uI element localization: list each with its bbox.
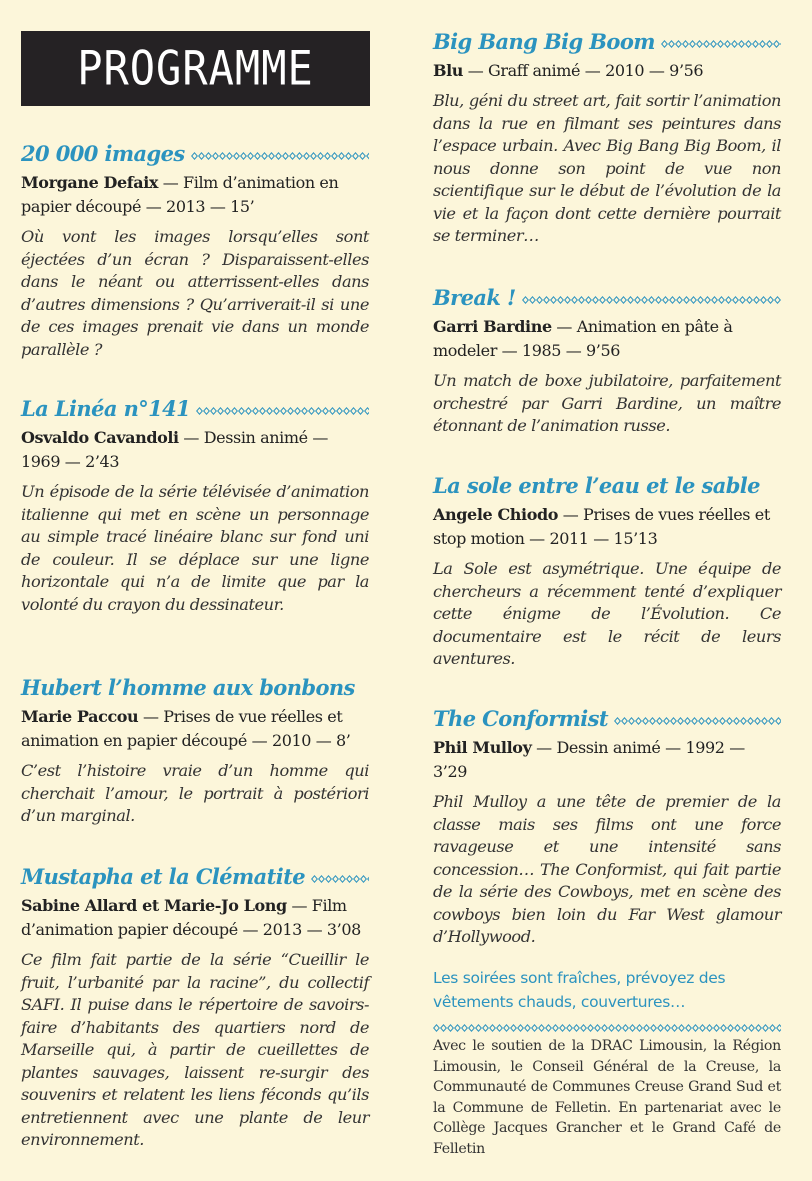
film-description: C’est l’histoire vraie d’un homme qui cherchait l’amour, le portrait à postériori d’un marginal.	[21, 761, 369, 825]
film-title-row	[21, 140, 369, 168]
film-credit	[21, 705, 369, 753]
film-title-row	[21, 674, 369, 702]
film-author: Marie Paccou	[21, 707, 139, 726]
diamond-ornament	[522, 296, 781, 304]
film-title: Big Bang Big Boom	[433, 29, 655, 54]
film-title: Mustapha et la Clématite	[21, 864, 305, 889]
film-credit	[433, 59, 781, 83]
film-description: Un match de boxe jubilatoire, parfaitement orchestré par Garri Bardine, un maître étonnant de l’animation russe.	[433, 371, 781, 435]
film-details: — Film d’animation en papier découpé — 2013 — 15’	[21, 173, 339, 216]
film-description: Ce film fait partie de la série “Cueillir le fruit, l’urbanité par la racine”, du collectif SAFI. Il puise dans le répertoire de savoirs-faire d’habitants des quartiers nord de Marseille qui, à partir de cueillettes de plantes sauvages, laissent re-surgir des souvenirs et relatent les liens féconds qu’ils entretiennent avec une plante de leur environnement.	[21, 950, 369, 1149]
film-details: — Prises de vue réelles et animation en papier découpé — 2010 — 8’	[21, 707, 351, 750]
page-title: PROGRAMME	[77, 41, 314, 96]
film-details: — Film d’animation papier découpé — 2013 — 3’08	[21, 896, 361, 939]
film-title: Break !	[433, 285, 516, 310]
film-credit	[21, 894, 369, 942]
film-title-row	[433, 28, 781, 56]
film-title: La Linéa n°141	[21, 396, 191, 421]
film-description: Phil Mulloy a une tête de premier de la classe mais ses films ont une force ravageuse et une intensité sans concession… The Conformist, qui fait partie de la série des Cowboys, met en scène des cowboys bien loin du Far West glamour d’Hollywood.	[433, 792, 781, 946]
film-title: The Conformist	[433, 706, 608, 731]
support-credits: Avec le soutien de la DRAC Limousin, la Région Limousin, le Conseil Général de la Creuse, la Communauté de Communes Creuse Grand Sud et la Commune de Felletin. En partenariat avec le Collège Jacques Grancher et le Grand Café de Felletin	[433, 1038, 781, 1157]
practical-note: Les soirées sont fraîches, prévoyez des vêtements chauds, couvertures…	[433, 969, 726, 1011]
film-description: Un épisode de la série télévisée d’animation italienne qui met en scène un personnage au simple tracé linéaire blanc sur fond uni de couleur. Il se déplace sur une ligne horizontale qui n’a de limite que par la volonté du crayon du dessinateur.	[21, 482, 369, 614]
film-description: Blu, géni du street art, fait sortir l’animation dans la rue en filmant ses peintures dans l’espace urbain. Avec Big Bang Big Boom, il nous donne son point de vue non scientifique sur le début de l’évolution de la vie et la façon dont cette dernière pourrait se terminer…	[433, 91, 781, 245]
film-credit	[21, 426, 369, 474]
film-title: 20 000 images	[21, 141, 185, 166]
film-credit	[21, 171, 369, 219]
film-entry	[433, 705, 781, 949]
film-title-row	[433, 284, 781, 312]
film-author: Phil Mulloy	[433, 738, 532, 757]
film-credit	[433, 315, 781, 363]
programme-banner	[21, 31, 370, 106]
film-author: Morgane Defaix	[21, 173, 159, 192]
film-entry	[433, 284, 781, 438]
film-details: — Animation en pâte à modeler — 1985 — 9’56	[433, 317, 733, 360]
film-author: Sabine Allard et Marie-Jo Long	[21, 896, 287, 915]
film-author: Angele Chiodo	[433, 505, 559, 524]
film-entry	[433, 472, 781, 671]
film-credit	[433, 503, 781, 551]
film-details: — Dessin animé — 1969 — 2’43	[21, 428, 329, 471]
diamond-ornament	[614, 717, 781, 725]
film-title: La sole entre l’eau et le sable	[433, 473, 760, 498]
film-title-row	[433, 705, 781, 733]
film-title: Hubert l’homme aux bonbons	[21, 675, 355, 700]
film-details: — Dessin animé — 1992 — 3’29	[433, 738, 745, 781]
diamond-divider	[433, 1024, 781, 1032]
film-description: Où vont les images lorsqu’elles sont éjectées d’un écran ? Disparaissent-elles dans le néant ou atterrissent-elles dans d’autres dimensions ? Qu’arriverait-il si une de ces images prenait vie dans un monde parallèle ?	[21, 227, 369, 359]
diamond-ornament	[661, 40, 781, 48]
diamond-ornament	[196, 407, 369, 415]
film-credit	[433, 736, 781, 784]
film-description: La Sole est asymétrique. Une équipe de chercheurs a récemment tenté d’expliquer cette énigme de l’Évolution. Ce documentaire est le récit de leurs aventures.	[433, 559, 781, 668]
film-details: — Prises de vues réelles et stop motion — 2011 — 15’13	[433, 505, 770, 548]
film-author: Osvaldo Cavandoli	[21, 428, 179, 447]
film-title-row	[21, 863, 369, 891]
film-author: Garri Bardine	[433, 317, 552, 336]
diamond-ornament	[191, 152, 369, 160]
film-details: — Graff animé — 2010 — 9’56	[463, 61, 704, 80]
film-entry	[21, 863, 369, 1152]
film-entry	[433, 28, 781, 248]
film-entry	[21, 674, 369, 828]
film-title-row	[433, 472, 781, 500]
film-entry	[21, 395, 369, 616]
film-title-row	[21, 395, 369, 423]
film-entry	[21, 140, 369, 361]
diamond-ornament	[311, 875, 369, 883]
film-author: Blu	[433, 61, 464, 80]
